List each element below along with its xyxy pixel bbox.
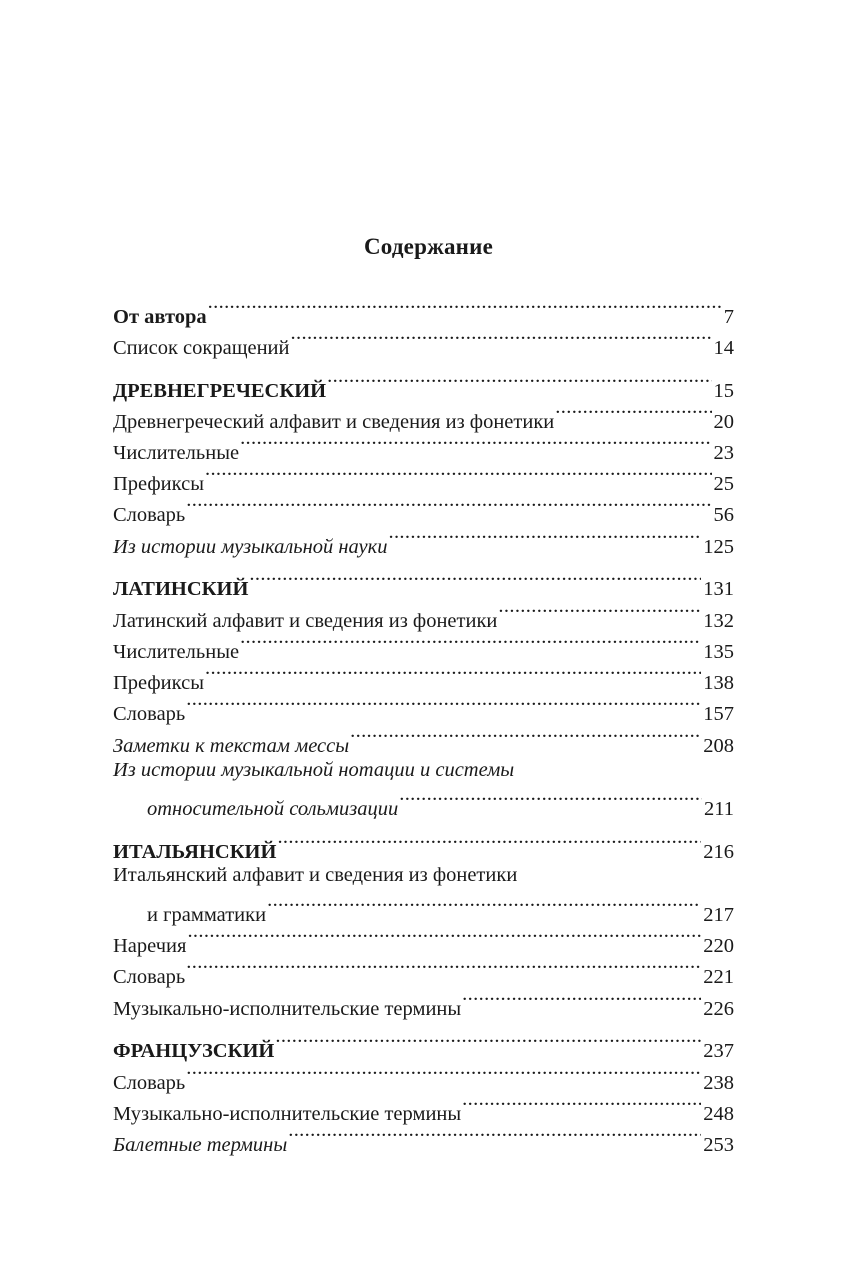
toc-entry-label: От автора — [113, 306, 207, 328]
leader-dots — [205, 460, 712, 490]
toc-entry-page: 253 — [703, 1134, 734, 1156]
toc-entry-page: 211 — [704, 798, 734, 820]
toc-entry[interactable] — [113, 597, 734, 632]
leader-dots — [205, 659, 701, 689]
leader-dots — [555, 398, 711, 428]
page-title: Содержание — [364, 234, 493, 259]
leader-dots — [462, 985, 701, 1015]
toc-entry-label: относительной сольмизации — [147, 798, 399, 820]
toc-entry[interactable] — [113, 460, 734, 495]
leader-dots — [498, 597, 701, 627]
toc-entry-label: Словарь — [113, 504, 186, 526]
toc-entry[interactable] — [113, 922, 734, 957]
toc-entry-page: 226 — [703, 998, 734, 1020]
toc-entry[interactable] — [113, 1059, 734, 1094]
toc-entry-page: 56 — [713, 504, 734, 526]
toc-entry-label: Числительные — [113, 442, 240, 464]
toc-entry-label: Словарь — [113, 966, 186, 988]
toc-section-italian[interactable] — [113, 828, 734, 863]
toc-entry-label: Числительные — [113, 641, 240, 663]
leader-dots — [388, 523, 701, 553]
toc-entry[interactable] — [113, 523, 734, 558]
toc-entry-label: ДРЕВНЕГРЕЧЕСКИЙ — [113, 380, 327, 402]
toc-entry-page: 208 — [703, 735, 734, 757]
toc-entry-page: 7 — [723, 306, 734, 328]
toc-entry-page: 14 — [713, 337, 734, 359]
toc-entry[interactable] — [113, 398, 734, 433]
toc-entry[interactable] — [113, 628, 734, 663]
toc-entry[interactable] — [113, 1121, 734, 1156]
leader-dots — [186, 690, 701, 720]
toc-entry[interactable] — [113, 1090, 734, 1125]
toc-entry-abbreviations[interactable] — [113, 324, 734, 359]
toc-entry-label-line1[interactable]: Из истории музыкальной нотации и системы — [113, 759, 515, 781]
leader-dots — [187, 922, 701, 952]
leader-dots — [240, 429, 711, 459]
leader-dots — [240, 628, 701, 658]
toc-entry-label: Заметки к текстам мессы — [113, 735, 350, 757]
leader-dots — [350, 722, 701, 752]
toc-entry-page: 237 — [703, 1040, 734, 1062]
toc-entry-label: Древнегреческий алфавит и сведения из фонетики — [113, 411, 555, 433]
leader-dots — [327, 367, 711, 397]
toc-entry[interactable] — [113, 690, 734, 725]
toc-entry-page: 157 — [703, 703, 734, 725]
toc-entry[interactable] — [113, 785, 734, 820]
toc-entry-label: Префиксы — [113, 473, 204, 495]
toc-entry-label: ЛАТИНСКИЙ — [113, 578, 249, 600]
leader-dots — [277, 828, 701, 858]
toc-section-french[interactable] — [113, 1027, 734, 1062]
leader-dots — [208, 293, 722, 323]
toc-entry-label: Латинский алфавит и сведения из фонетики — [113, 610, 498, 632]
toc-entry-label: ФРАНЦУЗСКИЙ — [113, 1040, 275, 1062]
toc-entry-from-author[interactable] — [113, 293, 734, 328]
leader-dots — [291, 324, 712, 354]
toc-entry-label: Музыкально-исполнительские термины — [113, 998, 462, 1020]
leader-dots — [288, 1121, 701, 1151]
toc-entry-page: 238 — [703, 1072, 734, 1094]
leader-dots — [186, 1059, 701, 1089]
toc-section-latin[interactable] — [113, 565, 734, 600]
toc-entry-label: и грамматики — [147, 904, 267, 926]
toc-entry-label-line1[interactable]: Итальянский алфавит и сведения из фонетики — [113, 864, 518, 886]
toc-entry-page: 125 — [703, 536, 734, 558]
toc-entry-page: 216 — [703, 841, 734, 863]
toc-entry[interactable] — [113, 429, 734, 464]
toc-entry[interactable] — [113, 722, 734, 757]
leader-dots — [249, 565, 701, 595]
toc-entry-page: 15 — [713, 380, 734, 402]
toc-entry-label: Из истории музыкальной науки — [113, 536, 388, 558]
toc-entry-page: 220 — [703, 935, 734, 957]
toc-entry-label: Список сокращений — [113, 337, 290, 359]
toc-entry[interactable] — [113, 659, 734, 694]
leader-dots — [462, 1090, 701, 1120]
toc-entry-page: 221 — [703, 966, 734, 988]
leader-dots — [399, 785, 702, 815]
toc-entry-label: Словарь — [113, 1072, 186, 1094]
toc-entry-page: 132 — [703, 610, 734, 632]
leader-dots — [186, 953, 701, 983]
toc-entry-page: 138 — [703, 672, 734, 694]
leader-dots — [186, 491, 711, 521]
toc-entry-page: 131 — [703, 578, 734, 600]
toc-entry[interactable] — [113, 985, 734, 1020]
toc-entry-page: 248 — [703, 1103, 734, 1125]
toc-entry[interactable] — [113, 953, 734, 988]
leader-dots — [275, 1027, 701, 1057]
toc-entry-page: 25 — [713, 473, 734, 495]
toc-entry-page: 23 — [713, 442, 734, 464]
toc-entry-label: ИТАЛЬЯНСКИЙ — [113, 841, 277, 863]
toc-entry-label: Словарь — [113, 703, 186, 725]
toc-entry[interactable] — [113, 491, 734, 526]
toc-section-ancient-greek[interactable] — [113, 367, 734, 402]
toc-entry[interactable] — [113, 891, 734, 926]
toc-entry-label: Префиксы — [113, 672, 204, 694]
toc-entry-label: Балетные термины — [113, 1134, 288, 1156]
leader-dots — [267, 891, 701, 921]
toc-entry-label: Наречия — [113, 935, 187, 957]
toc-entry-page: 217 — [703, 904, 734, 926]
toc-entry-label: Музыкально-исполнительские термины — [113, 1103, 462, 1125]
toc-entry-page: 20 — [713, 411, 734, 433]
toc-entry-page: 135 — [703, 641, 734, 663]
